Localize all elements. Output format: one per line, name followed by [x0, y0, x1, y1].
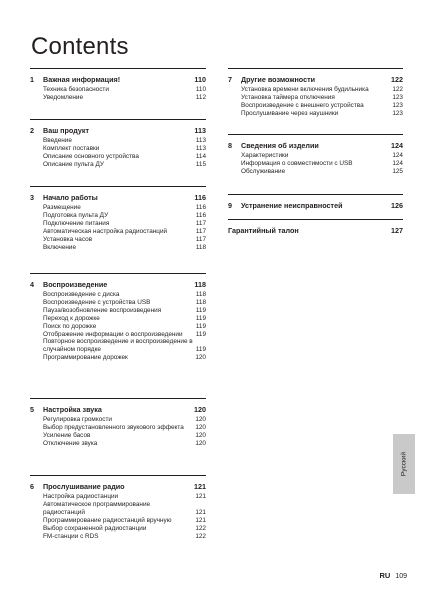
toc-entry-page: 124: [392, 159, 403, 167]
toc-entry-label: Настройка радиостанции: [43, 493, 119, 500]
toc-entry-page: 118: [195, 291, 206, 298]
toc-entry-page: 122: [195, 524, 206, 532]
toc-entry-label: Техника безопасности: [43, 86, 109, 93]
toc-section-number: 8: [228, 141, 232, 150]
toc-entry-label: Размещение: [43, 204, 81, 211]
toc-section-title: Настройка звука: [43, 405, 102, 414]
toc-entry: [30, 299, 206, 307]
toc-section-page: 121: [194, 482, 206, 491]
toc-section-page: 124: [391, 141, 403, 150]
toc-section-number: 1: [30, 75, 34, 84]
toc-entry-page: 117: [195, 219, 206, 227]
toc-entry-page: 119: [195, 322, 206, 330]
toc-entry-label: Выбор сохраненной радиостанции: [43, 524, 147, 532]
toc-entry-page: 119: [195, 306, 206, 314]
toc-entry-label: Отображение информации о воспроизведении: [43, 330, 183, 338]
toc-section-number: 4: [30, 280, 34, 289]
toc-entry: [30, 137, 206, 145]
toc-entry-page: 120: [195, 354, 206, 362]
toc-entry-label: Программирование дорожек: [43, 354, 128, 362]
toc-entry-label: Описание пульта ДУ: [43, 160, 104, 168]
toc-entry-label: Характеристики: [241, 152, 289, 159]
toc-entry-page: 121: [195, 493, 206, 500]
toc-entry-page: 123: [392, 109, 403, 117]
toc-section: [30, 475, 206, 540]
toc-section-title: Важная информация!: [43, 75, 121, 84]
toc-section-heading: [30, 482, 206, 492]
language-side-tab-label: Русский: [400, 451, 408, 477]
toc-entry: [30, 145, 206, 153]
toc-section-number: 2: [30, 126, 34, 135]
toc-entry: [30, 517, 206, 525]
toc-section-number: 9: [228, 201, 232, 210]
toc-entry: [30, 323, 206, 331]
toc-entry: [30, 354, 206, 362]
toc-entry-label: Усиление басов: [43, 431, 91, 439]
toc-entry-label: Введение: [43, 137, 72, 144]
footer-page-number: 109: [395, 573, 407, 580]
toc-section-heading: [228, 201, 403, 211]
toc-section-heading: [228, 226, 403, 236]
toc-section: [30, 273, 206, 362]
toc-entry-page: 110: [195, 86, 206, 93]
toc-section: [30, 398, 206, 448]
toc-section-number: 7: [228, 75, 232, 84]
toc-entry-page: 119: [195, 346, 206, 354]
toc-section-heading: [228, 141, 403, 151]
toc-section: [30, 186, 206, 251]
toc-entry: [30, 331, 206, 339]
toc-section-heading: [30, 75, 206, 85]
toc-entry-label: Уведомление: [43, 93, 84, 101]
toc-entry: [30, 236, 206, 244]
toc-entry-page: 116: [195, 204, 206, 211]
toc-entry-label: Обслуживание: [241, 167, 286, 175]
toc-entry-label: Информация о совместимости с USB: [241, 159, 353, 167]
toc-section: [228, 68, 403, 118]
toc-section-title: Устранение неисправностей: [241, 201, 343, 210]
toc-entry: [30, 161, 206, 169]
toc-entry: [228, 110, 403, 118]
toc-entry-page: 118: [195, 298, 206, 306]
toc-section-heading: [30, 126, 206, 136]
toc-entry: [228, 102, 403, 110]
toc-section-page: 116: [194, 193, 206, 202]
toc-entry: [228, 152, 403, 160]
toc-entry-label: Поиск по дорожке: [43, 322, 97, 330]
toc-entry-label: Пауза/возобновление воспроизведения: [43, 306, 162, 314]
toc-entry-page: 120: [195, 423, 206, 431]
toc-entry: [30, 204, 206, 212]
toc-entry-page: 117: [195, 227, 206, 235]
toc-section-page: 113: [194, 126, 206, 135]
toc-entry-page: 122: [392, 86, 403, 93]
toc-entry: [30, 440, 206, 448]
toc-entry: [30, 153, 206, 161]
toc-section-page: 122: [391, 75, 403, 84]
toc-entry-page: 119: [195, 314, 206, 322]
toc-section-heading: [30, 280, 206, 290]
toc-entry: [30, 493, 206, 501]
toc-entry: [30, 220, 206, 228]
toc-entry-page: 120: [195, 431, 206, 439]
toc-entry: [30, 244, 206, 252]
toc-entry-page: 116: [195, 211, 206, 219]
toc-entry-page: 125: [392, 167, 403, 175]
toc-section: [228, 194, 403, 212]
toc-section-page: 127: [391, 226, 403, 235]
toc-entry-label: Автоматическая настройка радиостанций: [43, 227, 168, 235]
toc-entry-page: 112: [195, 93, 206, 101]
toc-section-title: Гарантийный талон: [228, 226, 299, 235]
toc-section-title: Прослушивание радио: [43, 482, 125, 491]
toc-entry: [30, 424, 206, 432]
toc-section-number: 5: [30, 405, 34, 414]
toc-section-title: Ваш продукт: [43, 126, 89, 135]
toc-section: [30, 68, 206, 102]
toc-entry: [30, 338, 206, 354]
toc-entry-label: Автоматическое программирование радиостанций: [43, 500, 151, 516]
toc-entry: [30, 533, 206, 541]
toc-section-page: 110: [194, 75, 206, 84]
toc-entry-page: 121: [195, 516, 206, 524]
toc-section: [228, 219, 403, 237]
toc-entry: [30, 432, 206, 440]
toc-entry: [228, 94, 403, 102]
toc-entry: [228, 168, 403, 176]
toc-entry-page: 124: [392, 152, 403, 159]
toc-section-title: Сведения об изделии: [241, 141, 319, 150]
language-side-tab: [393, 434, 415, 494]
toc-section: [30, 119, 206, 169]
toc-entry-label: Установка часов: [43, 235, 93, 243]
toc-entry-page: 115: [195, 160, 206, 168]
toc-entry-label: Прослушивание через наушники: [241, 109, 339, 117]
toc-entry: [30, 228, 206, 236]
toc-entry: [30, 291, 206, 299]
toc-entry-label: Комплект поставки: [43, 144, 100, 152]
toc-section-heading: [228, 75, 403, 85]
toc-entry: [30, 315, 206, 323]
toc-section-title: Воспроизведение: [43, 280, 108, 289]
toc-section-title: Начало работы: [43, 193, 98, 202]
toc-entry-label: Описание основного устройства: [43, 152, 139, 160]
toc-entry-page: 119: [195, 330, 206, 338]
toc-entry-label: Установка таймера отключения: [241, 93, 335, 101]
toc-entry-label: Подключение питания: [43, 219, 110, 227]
toc-section-page: 120: [194, 405, 206, 414]
toc-entry: [228, 160, 403, 168]
toc-entry-label: Воспроизведение с устройства USB: [43, 298, 151, 306]
page-footer: [379, 571, 407, 580]
toc-entry: [30, 416, 206, 424]
toc-section: [228, 134, 403, 176]
toc-section-heading: [30, 193, 206, 203]
footer-language-code: RU: [379, 571, 391, 580]
toc-entry-label: Воспроизведение с внешнего устройства: [241, 101, 364, 109]
toc-entry-page: 117: [195, 235, 206, 243]
toc-entry: [30, 94, 206, 102]
toc-entry: [30, 501, 206, 517]
toc-entry-label: Включение: [43, 243, 77, 251]
toc-entry-page: 121: [195, 508, 206, 516]
toc-entry-label: Воспроизведение с диска: [43, 291, 120, 298]
toc-entry-label: Повторное воспроизведение и воспроизведение в случайном порядке: [43, 338, 193, 354]
toc-entry-label: FM-станции с RDS: [43, 532, 99, 540]
toc-section-page: 118: [194, 280, 206, 289]
toc-entry-page: 122: [195, 532, 206, 540]
toc-section-title: Другие возможности: [241, 75, 316, 84]
toc-entry-page: 113: [195, 144, 206, 152]
toc-entry: [30, 307, 206, 315]
toc-entry: [30, 212, 206, 220]
toc-entry-label: Переход к дорожке: [43, 314, 100, 322]
toc-entry: [228, 86, 403, 94]
toc-section-page: 126: [391, 201, 403, 210]
toc-entry-page: 113: [195, 137, 206, 144]
toc-entry-label: Отключение звука: [43, 439, 98, 447]
toc-entry-page: 114: [195, 152, 206, 160]
toc-entry-page: 123: [392, 93, 403, 101]
toc-entry-page: 118: [195, 243, 206, 251]
toc-entry-label: Регулировка громкости: [43, 416, 112, 423]
toc-entry-label: Программирование радиостанций вручную: [43, 516, 172, 524]
toc-entry-page: 120: [195, 439, 206, 447]
page-title: Contents: [31, 33, 129, 60]
toc-entry: [30, 525, 206, 533]
toc-entry: [30, 86, 206, 94]
toc-entry-page: 123: [392, 101, 403, 109]
toc-entry-label: Установка времени включения будильника: [241, 86, 369, 93]
toc-section-number: 3: [30, 193, 34, 202]
toc-section-heading: [30, 405, 206, 415]
toc-section-number: 6: [30, 482, 34, 491]
toc-entry-label: Подготовка пульта ДУ: [43, 211, 109, 219]
toc-entry-page: 120: [195, 416, 206, 423]
toc-entry-label: Выбор предустановленного звукового эффекта: [43, 423, 184, 431]
